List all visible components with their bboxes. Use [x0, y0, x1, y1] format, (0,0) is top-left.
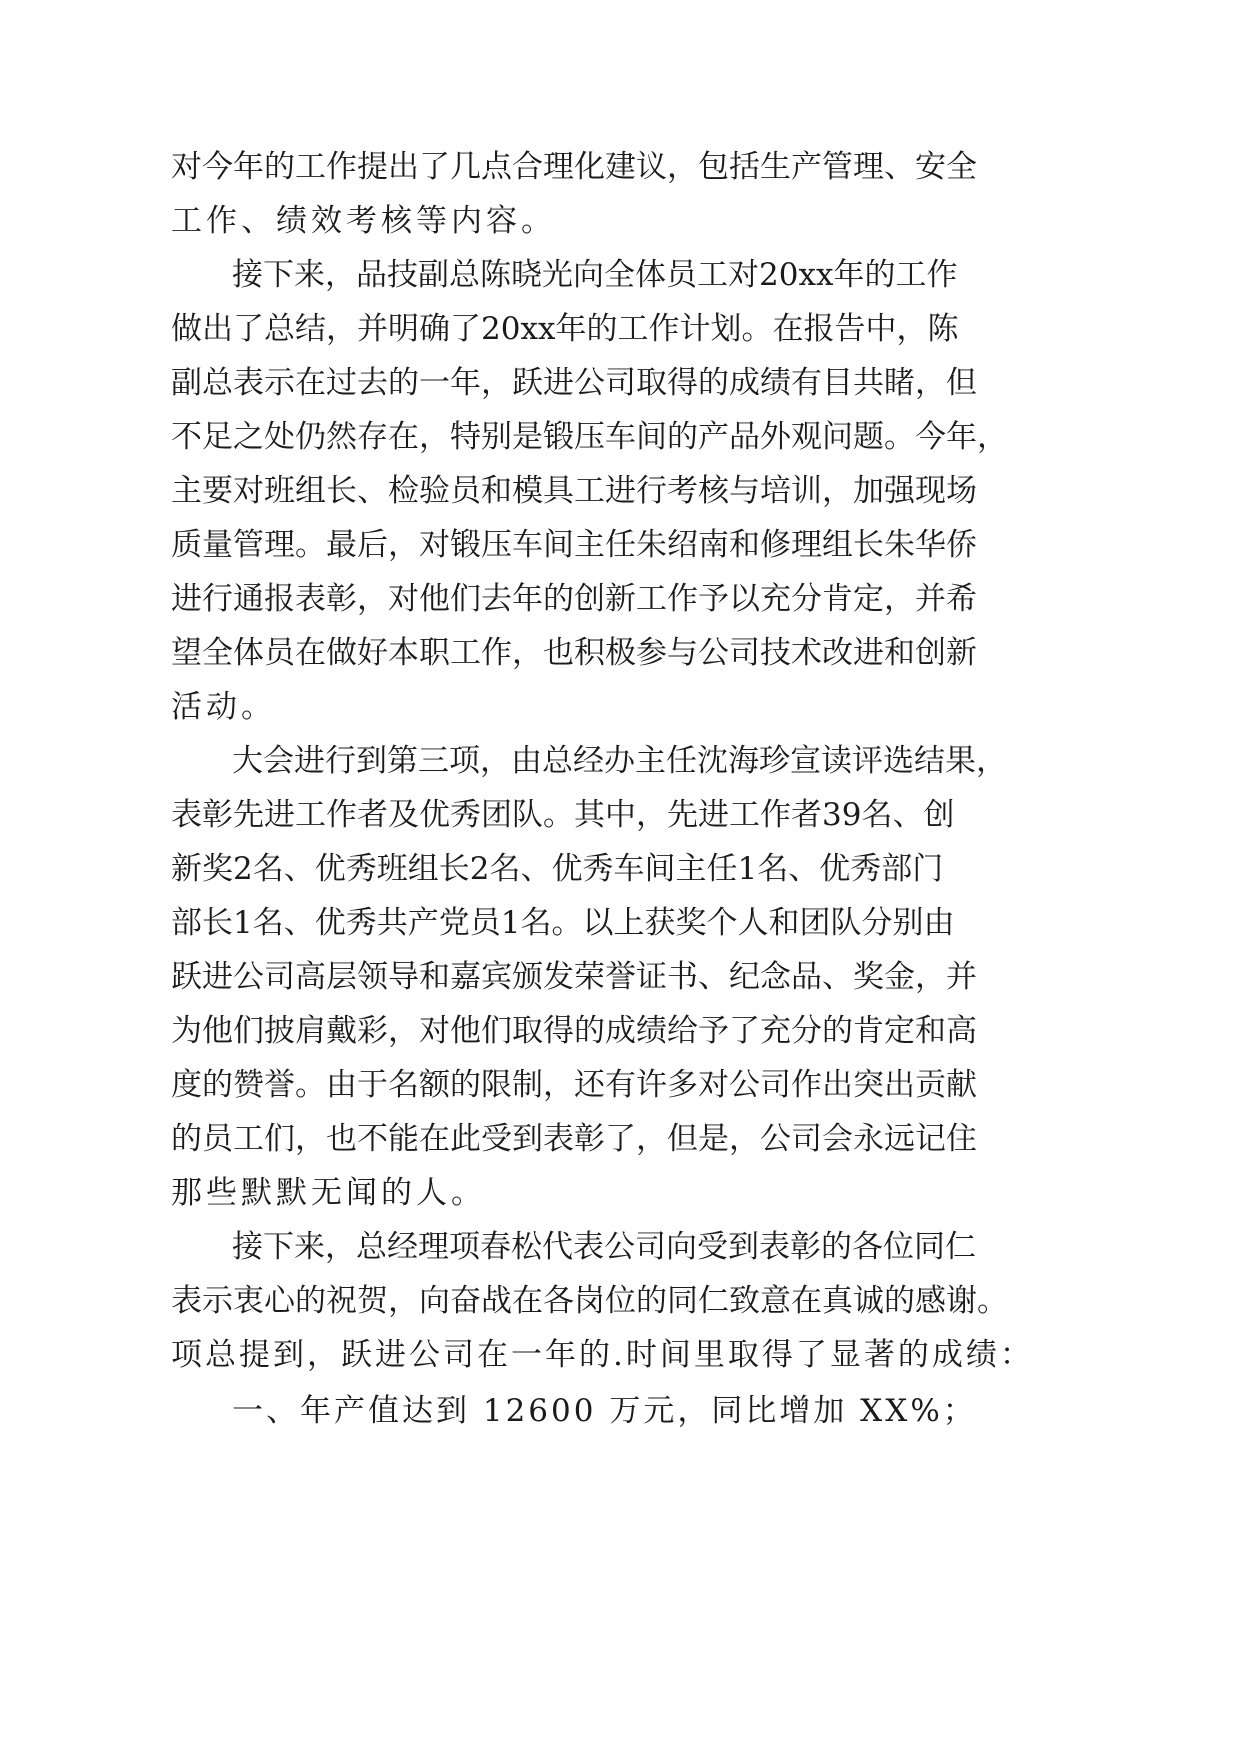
text-line: 进 行 通 报 表 彰 ， 对 他 们 去 年 的 创 新 工 作 予 以 充 分 肯 定 ， 并 希 — [171, 581, 977, 617]
text-line: 部 长 1 名 、 优 秀 共 产 党 员 1 名 。 以 上 获 奖 个 人 和 团 队 分 别 由 — [171, 905, 955, 941]
text-line: 望 全 体 员 在 做 好 本 职 工 作 ， 也 积 极 参 与 公 司 技 术 改 进 和 创 新 — [171, 635, 977, 671]
text-line: 副 总 表 示 在 过 去 的 一 年 ， 跃 进 公 司 取 得 的 成 绩 有 目 共 睹 ， 但 — [171, 365, 977, 401]
text-line: 做 出 了 总 结 ， 并 明 确 了 2 0 x x 年 的 工 作 计 划 。 在 报 告 中 ， 陈 — [171, 311, 959, 347]
text-line: 表 示 衷 心 的 祝 贺 ， 向 奋 战 在 各 岗 位 的 同 仁 致 意 在 真 诚 的 感 谢 。 — [171, 1283, 1008, 1319]
text-line: 主 要 对 班 组 长 、 检 验 员 和 模 具 工 进 行 考 核 与 培 训 ， 加 强 现 场 — [171, 473, 977, 509]
text-line: 表 彰 先 进 工 作 者 及 优 秀 团 队 。 其 中 ， 先 进 工 作 者 3 9 名 、 创 — [171, 797, 955, 833]
text-line: 新 奖 2 名 、 优 秀 班 组 长 2 名 、 优 秀 车 间 主 任 1 名 、 优 秀 部 门 — [171, 851, 944, 887]
text-line: 接 下 来 ， 总 经 理 项 春 松 代 表 公 司 向 受 到 表 彰 的 各 位 同 仁 — [232, 1229, 976, 1265]
text-line: 对 今 年 的 工 作 提 出 了 几 点 合 理 化 建 议 ， 包 括 生 产 管 理 、 安 全 — [171, 149, 977, 185]
text-line: 大 会 进 行 到 第 三 项 ， 由 总 经 办 主 任 沈 海 珍 宣 读 评 选 结 果 ， — [232, 743, 1007, 779]
text-line: 质 量 管 理 。 最 后 ， 对 锻 压 车 间 主 任 朱 绍 南 和 修 理 组 长 朱 华 侨 — [171, 527, 977, 563]
text-line: 项总提到，跃进公司在一年的.时间里取得了显著的成绩： — [171, 1337, 1034, 1373]
text-line: 工作、绩效考核等内容。 — [171, 203, 556, 239]
text-line: 接 下 来 ， 品 技 副 总 陈 晓 光 向 全 体 员 工 对 2 0 x x 年 的 工 作 — [232, 257, 958, 293]
text-line: 度 的 赞 誉 。 由 于 名 额 的 限 制 ， 还 有 许 多 对 公 司 作 出 突 出 贡 献 — [171, 1067, 977, 1103]
text-line: 一、年产值达到 12600 万元，同比增加 XX%； — [232, 1393, 977, 1429]
text-line: 为 他 们 披 肩 戴 彩 ， 对 他 们 取 得 的 成 绩 给 予 了 充 分 的 肯 定 和 高 — [171, 1013, 977, 1049]
text-line: 跃 进 公 司 高 层 领 导 和 嘉 宾 颁 发 荣 誉 证 书 、 纪 念 品 、 奖 金 ， 并 — [171, 959, 977, 995]
text-line: 的 员 工 们 ， 也 不 能 在 此 受 到 表 彰 了 ， 但 是 ， 公 司 会 永 远 记 住 — [171, 1121, 977, 1157]
text-line: 那些默默无闻的人。 — [171, 1175, 486, 1211]
text-line: 活动。 — [171, 689, 276, 725]
text-line: 不 足 之 处 仍 然 存 在 ， 特 别 是 锻 压 车 间 的 产 品 外 观 问 题 。 今 年 ， — [171, 419, 1008, 455]
